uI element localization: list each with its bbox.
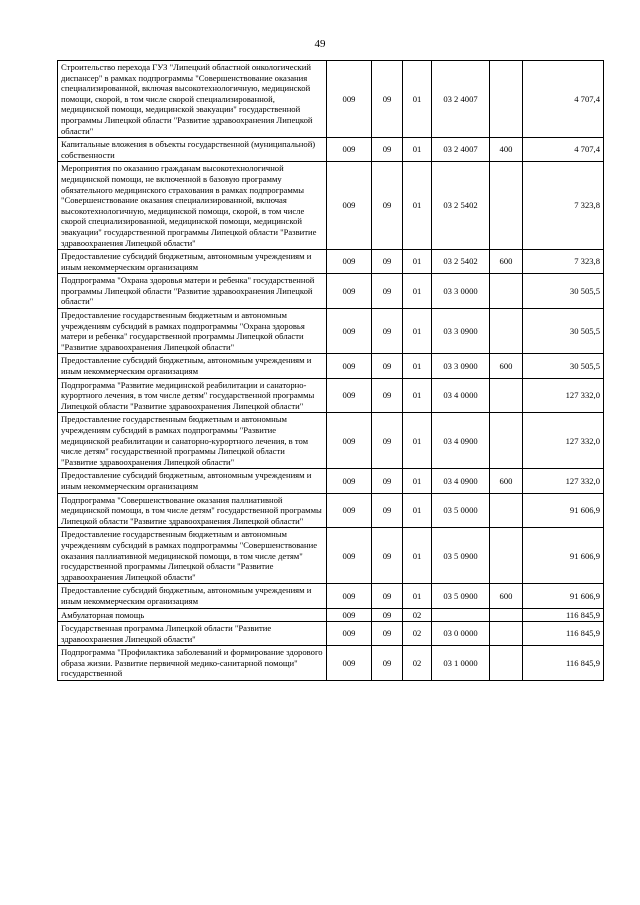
row-subsection-cell: 01 (403, 469, 432, 493)
row-subsection-cell: 01 (403, 250, 432, 274)
row-target-article-cell: 03 1 0000 (432, 646, 490, 681)
row-sum-cell: 116 845,9 (523, 608, 604, 622)
row-admin-code-cell: 009 (327, 528, 372, 584)
row-subsection-cell: 01 (403, 61, 432, 138)
row-target-article-cell: 03 4 0900 (432, 413, 490, 469)
row-section-cell: 09 (372, 274, 403, 309)
row-target-article-cell: 03 5 0900 (432, 528, 490, 584)
row-expense-type-cell (490, 61, 523, 138)
row-sum-cell: 30 505,5 (523, 274, 604, 309)
row-name-cell: Государственная программа Липецкой области "Развитие здравоохранения Липецкой области" (58, 622, 327, 646)
table-row (58, 274, 604, 309)
row-subsection-cell: 01 (403, 162, 432, 250)
row-name-cell: Мероприятия по оказанию гражданам высокотехнологичной медицинской помощи, не включенной в базовую программу обязательного медицинского страхования в рамках подпрограммы "Совершенствование оказания специализированной, включая высокотехнологичную, медицинской помощи, скорой, в том числе скорой специализированной, медицинской помощи, медицинской эвакуации" государственной программы Липецкой области "Развитие здравоохранения Липецкой области" (58, 162, 327, 250)
row-subsection-cell: 01 (403, 309, 432, 354)
row-admin-code-cell: 009 (327, 354, 372, 378)
row-section-cell: 09 (372, 61, 403, 138)
row-expense-type-cell (490, 646, 523, 681)
row-sum-cell: 30 505,5 (523, 309, 604, 354)
row-sum-cell: 127 332,0 (523, 378, 604, 413)
row-admin-code-cell: 009 (327, 469, 372, 493)
row-subsection-cell: 01 (403, 274, 432, 309)
row-admin-code-cell: 009 (327, 250, 372, 274)
row-name-cell: Предоставление субсидий бюджетным, автономным учреждениям и иным некоммерческим организациям (58, 469, 327, 493)
row-admin-code-cell: 009 (327, 622, 372, 646)
table-row (58, 584, 604, 608)
row-section-cell: 09 (372, 493, 403, 528)
row-name-cell: Капитальные вложения в объекты государственной (муниципальной) собственности (58, 138, 327, 162)
page-number: 49 (314, 38, 326, 50)
row-sum-cell: 30 505,5 (523, 354, 604, 378)
row-section-cell: 09 (372, 413, 403, 469)
row-section-cell: 09 (372, 138, 403, 162)
row-sum-cell: 116 845,9 (523, 646, 604, 681)
row-target-article-cell: 03 5 0900 (432, 584, 490, 608)
row-expense-type-cell (490, 162, 523, 250)
row-admin-code-cell: 009 (327, 138, 372, 162)
row-name-cell: Предоставление государственным бюджетным и автономным учреждениям субсидий в рамках подпрограммы "Совершенствование оказания паллиативной медицинской помощи, в том числе детям" государственной программы Липецкой области "Развитие здравоохранения Липецкой области" (58, 528, 327, 584)
table-row (58, 608, 604, 622)
row-sum-cell: 7 323,8 (523, 162, 604, 250)
table-row (58, 354, 604, 378)
row-target-article-cell: 03 2 5402 (432, 250, 490, 274)
row-subsection-cell: 01 (403, 493, 432, 528)
row-sum-cell: 91 606,9 (523, 528, 604, 584)
row-name-cell: Подпрограмма "Совершенствование оказания паллиативной медицинской помощи, в том числе детям" государственной программы Липецкой области "Развитие здравоохранения Липецкой области" (58, 493, 327, 528)
row-section-cell: 09 (372, 309, 403, 354)
table-row (58, 493, 604, 528)
row-sum-cell: 91 606,9 (523, 584, 604, 608)
row-target-article-cell: 03 5 0000 (432, 493, 490, 528)
row-sum-cell: 4 707,4 (523, 61, 604, 138)
row-expense-type-cell (490, 608, 523, 622)
row-admin-code-cell: 009 (327, 378, 372, 413)
row-admin-code-cell: 009 (327, 413, 372, 469)
row-target-article-cell: 03 3 0000 (432, 274, 490, 309)
row-expense-type-cell: 600 (490, 354, 523, 378)
row-subsection-cell: 02 (403, 608, 432, 622)
row-name-cell: Амбулаторная помощь (58, 608, 327, 622)
row-name-cell: Подпрограмма "Развитие медицинской реабилитации и санаторно-курортного лечения, в том числе детям" государственной программы Липецкой области "Развитие здравоохранения Липецкой области" (58, 378, 327, 413)
table-row (58, 646, 604, 681)
row-subsection-cell: 02 (403, 622, 432, 646)
row-admin-code-cell: 009 (327, 608, 372, 622)
table-row (58, 61, 604, 138)
row-target-article-cell: 03 2 4007 (432, 61, 490, 138)
row-sum-cell: 91 606,9 (523, 493, 604, 528)
row-sum-cell: 127 332,0 (523, 469, 604, 493)
row-section-cell: 09 (372, 622, 403, 646)
row-target-article-cell: 03 3 0900 (432, 354, 490, 378)
row-section-cell: 09 (372, 608, 403, 622)
row-section-cell: 09 (372, 469, 403, 493)
row-expense-type-cell (490, 493, 523, 528)
row-admin-code-cell: 009 (327, 493, 372, 528)
row-expense-type-cell (490, 622, 523, 646)
row-section-cell: 09 (372, 646, 403, 681)
budget-table (57, 60, 604, 681)
row-subsection-cell: 01 (403, 584, 432, 608)
row-name-cell: Предоставление субсидий бюджетным, автономным учреждениям и иным некоммерческим организациям (58, 250, 327, 274)
row-admin-code-cell: 009 (327, 274, 372, 309)
table-row (58, 309, 604, 354)
row-section-cell: 09 (372, 354, 403, 378)
row-expense-type-cell: 600 (490, 584, 523, 608)
row-expense-type-cell (490, 528, 523, 584)
row-name-cell: Строительство перехода ГУЗ "Липецкий областной онкологический диспансер" в рамках подпрограммы "Совершенствование оказания специализированной, включая высокотехнологичную, медицинской помощи, скорой, в том числе скорой специализированной, медицинской помощи, медицинской эвакуации" государственной программы Липецкой области "Развитие здравоохранения Липецкой области" (58, 61, 327, 138)
row-section-cell: 09 (372, 528, 403, 584)
row-name-cell: Предоставление субсидий бюджетным, автономным учреждениям и иным некоммерческим организациям (58, 584, 327, 608)
row-target-article-cell: 03 4 0900 (432, 469, 490, 493)
row-admin-code-cell: 009 (327, 584, 372, 608)
row-name-cell: Предоставление государственным бюджетным и автономным учреждениям субсидий в рамках подпрограммы "Охрана здоровья матери и ребенка" государственной программы Липецкой области "Развитие здравоохранения Липецкой области" (58, 309, 327, 354)
row-sum-cell: 7 323,8 (523, 250, 604, 274)
table-row (58, 528, 604, 584)
row-expense-type-cell: 600 (490, 469, 523, 493)
row-section-cell: 09 (372, 584, 403, 608)
row-admin-code-cell: 009 (327, 61, 372, 138)
row-subsection-cell: 01 (403, 528, 432, 584)
row-name-cell: Предоставление государственным бюджетным и автономным учреждениям субсидий в рамках подпрограммы "Развитие медицинской реабилитации и санаторно-курортного лечения, в том числе детям" государственной программы Липецкой области "Развитие здравоохранения Липецкой области" (58, 413, 327, 469)
row-name-cell: Предоставление субсидий бюджетным, автономным учреждениям и иным некоммерческим организациям (58, 354, 327, 378)
row-sum-cell: 116 845,9 (523, 622, 604, 646)
row-admin-code-cell: 009 (327, 309, 372, 354)
table-row (58, 378, 604, 413)
row-target-article-cell (432, 608, 490, 622)
row-name-cell: Подпрограмма "Профилактика заболеваний и формирование здорового образа жизни. Развитие первичной медико-санитарной помощи" государственной (58, 646, 327, 681)
row-section-cell: 09 (372, 250, 403, 274)
table-row (58, 138, 604, 162)
row-subsection-cell: 01 (403, 378, 432, 413)
row-target-article-cell: 03 0 0000 (432, 622, 490, 646)
row-admin-code-cell: 009 (327, 646, 372, 681)
row-target-article-cell: 03 3 0900 (432, 309, 490, 354)
row-expense-type-cell: 400 (490, 138, 523, 162)
row-expense-type-cell (490, 378, 523, 413)
row-target-article-cell: 03 4 0000 (432, 378, 490, 413)
table-row (58, 469, 604, 493)
table-row (58, 622, 604, 646)
table-row (58, 413, 604, 469)
row-sum-cell: 127 332,0 (523, 413, 604, 469)
row-expense-type-cell (490, 274, 523, 309)
row-expense-type-cell (490, 413, 523, 469)
row-subsection-cell: 01 (403, 138, 432, 162)
row-subsection-cell: 01 (403, 354, 432, 378)
row-section-cell: 09 (372, 378, 403, 413)
row-subsection-cell: 02 (403, 646, 432, 681)
row-expense-type-cell: 600 (490, 250, 523, 274)
row-name-cell: Подпрограмма "Охрана здоровья матери и ребенка" государственной программы Липецкой области "Развитие здравоохранения Липецкой области" (58, 274, 327, 309)
row-subsection-cell: 01 (403, 413, 432, 469)
row-sum-cell: 4 707,4 (523, 138, 604, 162)
row-admin-code-cell: 009 (327, 162, 372, 250)
table-row (58, 250, 604, 274)
row-target-article-cell: 03 2 4007 (432, 138, 490, 162)
row-target-article-cell: 03 2 5402 (432, 162, 490, 250)
row-section-cell: 09 (372, 162, 403, 250)
row-expense-type-cell (490, 309, 523, 354)
table-row (58, 162, 604, 250)
